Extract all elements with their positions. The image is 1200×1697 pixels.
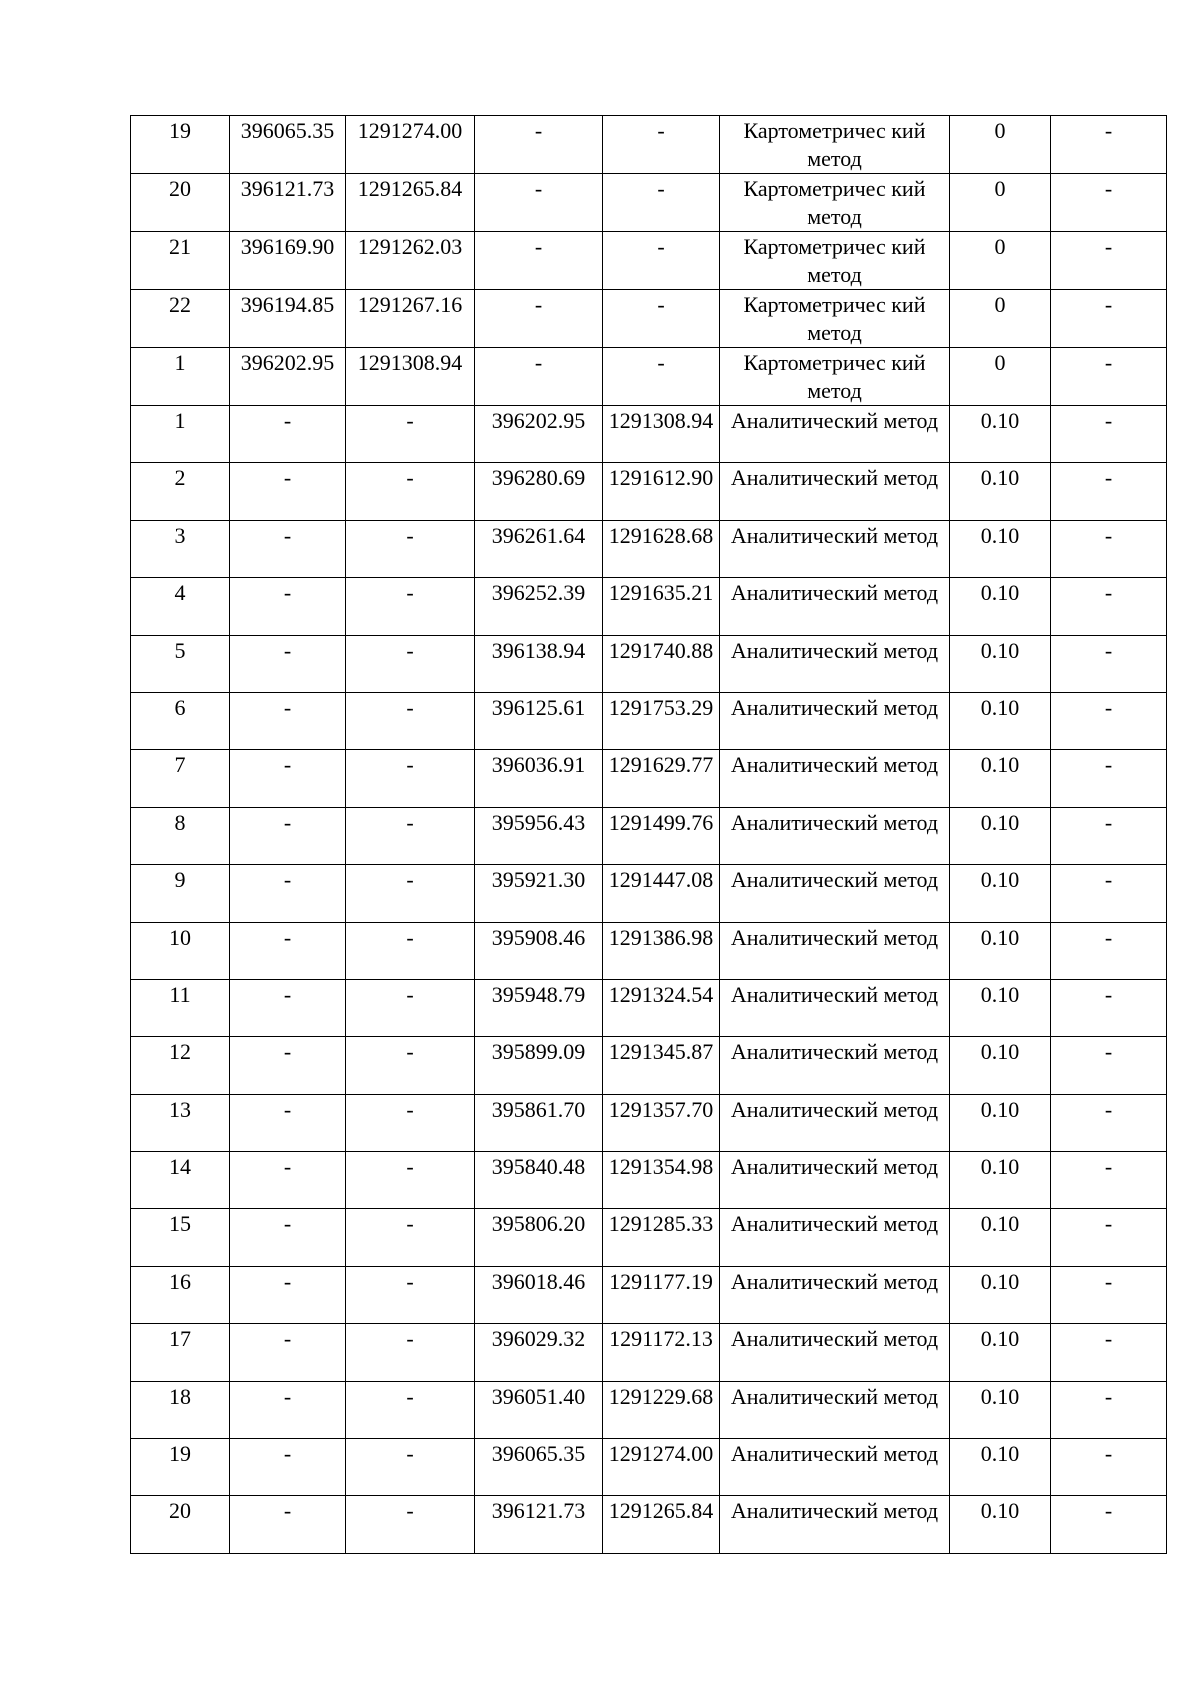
new-x-cell: -: [475, 290, 603, 348]
new-x-cell: 396051.40: [475, 1381, 603, 1438]
table-row: [131, 290, 1167, 348]
old-y-cell: 1291265.84: [346, 174, 475, 232]
description-cell: -: [1051, 174, 1167, 232]
description-cell: -: [1051, 1324, 1167, 1381]
new-y-cell: 1291612.90: [603, 463, 720, 520]
old-y-cell: -: [346, 1037, 475, 1094]
new-y-cell: 1291354.98: [603, 1152, 720, 1209]
accuracy-cell: 0: [950, 348, 1051, 406]
point-number-cell: 19: [131, 116, 230, 174]
table-row: [131, 979, 1167, 1036]
accuracy-cell: 0.10: [950, 635, 1051, 692]
new-y-cell: 1291499.76: [603, 807, 720, 864]
point-number-cell: 3: [131, 520, 230, 577]
description-cell: -: [1051, 520, 1167, 577]
point-number-cell: 10: [131, 922, 230, 979]
accuracy-cell: 0: [950, 174, 1051, 232]
new-x-cell: -: [475, 348, 603, 406]
new-x-cell: 395948.79: [475, 979, 603, 1036]
point-number-cell: 4: [131, 578, 230, 635]
method-cell: Аналитический метод: [720, 692, 950, 749]
accuracy-cell: 0.10: [950, 1266, 1051, 1323]
table-row: [131, 1266, 1167, 1323]
description-cell: -: [1051, 1496, 1167, 1553]
old-y-cell: -: [346, 807, 475, 864]
description-cell: -: [1051, 232, 1167, 290]
old-y-cell: -: [346, 979, 475, 1036]
method-cell: Аналитический метод: [720, 1209, 950, 1266]
method-cell: Картометричес кий метод: [720, 174, 950, 232]
method-cell: Картометричес кий метод: [720, 348, 950, 406]
old-y-cell: -: [346, 1439, 475, 1496]
new-y-cell: 1291308.94: [603, 406, 720, 463]
old-x-cell: -: [230, 1266, 346, 1323]
new-x-cell: 396202.95: [475, 406, 603, 463]
new-x-cell: 395956.43: [475, 807, 603, 864]
table-row: [131, 1381, 1167, 1438]
old-x-cell: -: [230, 1037, 346, 1094]
table-row: [131, 1152, 1167, 1209]
new-x-cell: 395908.46: [475, 922, 603, 979]
old-x-cell: -: [230, 1324, 346, 1381]
old-x-cell: -: [230, 406, 346, 463]
accuracy-cell: 0.10: [950, 1094, 1051, 1151]
description-cell: -: [1051, 635, 1167, 692]
old-y-cell: -: [346, 1381, 475, 1438]
table-row: [131, 1094, 1167, 1151]
table-row: [131, 1496, 1167, 1553]
old-x-cell: 396121.73: [230, 174, 346, 232]
method-cell: Аналитический метод: [720, 1152, 950, 1209]
old-y-cell: -: [346, 1496, 475, 1553]
point-number-cell: 12: [131, 1037, 230, 1094]
method-cell: Аналитический метод: [720, 922, 950, 979]
table-row: [131, 232, 1167, 290]
accuracy-cell: 0: [950, 232, 1051, 290]
old-x-cell: -: [230, 1496, 346, 1553]
method-cell: Аналитический метод: [720, 807, 950, 864]
point-number-cell: 22: [131, 290, 230, 348]
new-y-cell: 1291629.77: [603, 750, 720, 807]
old-x-cell: -: [230, 922, 346, 979]
accuracy-cell: 0.10: [950, 1496, 1051, 1553]
table-row: [131, 1439, 1167, 1496]
table-row: [131, 406, 1167, 463]
point-number-cell: 5: [131, 635, 230, 692]
description-cell: -: [1051, 1209, 1167, 1266]
table-row: [131, 520, 1167, 577]
point-number-cell: 1: [131, 406, 230, 463]
accuracy-cell: 0.10: [950, 578, 1051, 635]
new-y-cell: 1291753.29: [603, 692, 720, 749]
description-cell: -: [1051, 807, 1167, 864]
point-number-cell: 20: [131, 174, 230, 232]
old-x-cell: 396065.35: [230, 116, 346, 174]
old-x-cell: -: [230, 979, 346, 1036]
accuracy-cell: 0.10: [950, 807, 1051, 864]
method-cell: Аналитический метод: [720, 1439, 950, 1496]
coordinates-table: [130, 115, 1167, 1554]
new-y-cell: -: [603, 232, 720, 290]
coordinates-table-body: [131, 116, 1167, 1554]
old-x-cell: -: [230, 635, 346, 692]
method-cell: Аналитический метод: [720, 750, 950, 807]
table-row: [131, 807, 1167, 864]
new-y-cell: -: [603, 290, 720, 348]
old-y-cell: 1291262.03: [346, 232, 475, 290]
point-number-cell: 2: [131, 463, 230, 520]
table-row: [131, 348, 1167, 406]
new-y-cell: 1291172.13: [603, 1324, 720, 1381]
point-number-cell: 13: [131, 1094, 230, 1151]
description-cell: -: [1051, 1094, 1167, 1151]
accuracy-cell: 0.10: [950, 865, 1051, 922]
new-y-cell: -: [603, 348, 720, 406]
point-number-cell: 9: [131, 865, 230, 922]
description-cell: -: [1051, 406, 1167, 463]
table-row: [131, 750, 1167, 807]
description-cell: -: [1051, 692, 1167, 749]
old-x-cell: 396169.90: [230, 232, 346, 290]
table-row: [131, 116, 1167, 174]
description-cell: -: [1051, 1381, 1167, 1438]
old-x-cell: -: [230, 578, 346, 635]
method-cell: Картометричес кий метод: [720, 116, 950, 174]
description-cell: -: [1051, 1037, 1167, 1094]
accuracy-cell: 0.10: [950, 750, 1051, 807]
point-number-cell: 19: [131, 1439, 230, 1496]
new-x-cell: -: [475, 116, 603, 174]
method-cell: Аналитический метод: [720, 520, 950, 577]
point-number-cell: 7: [131, 750, 230, 807]
method-cell: Аналитический метод: [720, 1266, 950, 1323]
method-cell: Аналитический метод: [720, 406, 950, 463]
table-row: [131, 1209, 1167, 1266]
new-y-cell: 1291386.98: [603, 922, 720, 979]
method-cell: Аналитический метод: [720, 1037, 950, 1094]
old-y-cell: 1291267.16: [346, 290, 475, 348]
point-number-cell: 21: [131, 232, 230, 290]
old-y-cell: -: [346, 865, 475, 922]
table-row: [131, 865, 1167, 922]
point-number-cell: 17: [131, 1324, 230, 1381]
description-cell: -: [1051, 348, 1167, 406]
description-cell: -: [1051, 116, 1167, 174]
table-row: [131, 1324, 1167, 1381]
accuracy-cell: 0.10: [950, 406, 1051, 463]
old-y-cell: -: [346, 692, 475, 749]
new-y-cell: -: [603, 174, 720, 232]
new-x-cell: 396252.39: [475, 578, 603, 635]
method-cell: Аналитический метод: [720, 578, 950, 635]
new-y-cell: 1291628.68: [603, 520, 720, 577]
old-x-cell: -: [230, 520, 346, 577]
old-y-cell: 1291308.94: [346, 348, 475, 406]
method-cell: Аналитический метод: [720, 979, 950, 1036]
method-cell: Аналитический метод: [720, 1496, 950, 1553]
accuracy-cell: 0: [950, 290, 1051, 348]
point-number-cell: 15: [131, 1209, 230, 1266]
description-cell: -: [1051, 750, 1167, 807]
new-x-cell: 396121.73: [475, 1496, 603, 1553]
old-x-cell: -: [230, 807, 346, 864]
table-row: [131, 1037, 1167, 1094]
old-y-cell: -: [346, 750, 475, 807]
accuracy-cell: 0.10: [950, 922, 1051, 979]
table-row: [131, 174, 1167, 232]
point-number-cell: 18: [131, 1381, 230, 1438]
new-y-cell: 1291740.88: [603, 635, 720, 692]
description-cell: -: [1051, 1152, 1167, 1209]
new-x-cell: 396029.32: [475, 1324, 603, 1381]
old-y-cell: -: [346, 1324, 475, 1381]
method-cell: Аналитический метод: [720, 1094, 950, 1151]
old-y-cell: -: [346, 520, 475, 577]
new-y-cell: 1291324.54: [603, 979, 720, 1036]
method-cell: Картометричес кий метод: [720, 290, 950, 348]
new-x-cell: 396280.69: [475, 463, 603, 520]
table-row: [131, 692, 1167, 749]
old-y-cell: -: [346, 635, 475, 692]
new-y-cell: 1291265.84: [603, 1496, 720, 1553]
accuracy-cell: 0.10: [950, 463, 1051, 520]
new-x-cell: 395840.48: [475, 1152, 603, 1209]
accuracy-cell: 0.10: [950, 692, 1051, 749]
accuracy-cell: 0.10: [950, 1439, 1051, 1496]
new-y-cell: 1291285.33: [603, 1209, 720, 1266]
method-cell: Аналитический метод: [720, 865, 950, 922]
point-number-cell: 16: [131, 1266, 230, 1323]
old-x-cell: 396194.85: [230, 290, 346, 348]
new-x-cell: 396125.61: [475, 692, 603, 749]
new-x-cell: 395899.09: [475, 1037, 603, 1094]
old-x-cell: -: [230, 1439, 346, 1496]
new-y-cell: 1291345.87: [603, 1037, 720, 1094]
old-x-cell: -: [230, 750, 346, 807]
accuracy-cell: 0.10: [950, 1209, 1051, 1266]
old-x-cell: -: [230, 463, 346, 520]
table-row: [131, 463, 1167, 520]
new-x-cell: 395861.70: [475, 1094, 603, 1151]
description-cell: -: [1051, 1266, 1167, 1323]
old-y-cell: 1291274.00: [346, 116, 475, 174]
old-x-cell: -: [230, 692, 346, 749]
old-y-cell: -: [346, 578, 475, 635]
old-x-cell: -: [230, 1094, 346, 1151]
new-y-cell: 1291229.68: [603, 1381, 720, 1438]
accuracy-cell: 0.10: [950, 979, 1051, 1036]
new-y-cell: 1291177.19: [603, 1266, 720, 1323]
new-x-cell: -: [475, 174, 603, 232]
description-cell: -: [1051, 463, 1167, 520]
accuracy-cell: 0.10: [950, 1037, 1051, 1094]
description-cell: -: [1051, 865, 1167, 922]
method-cell: Картометричес кий метод: [720, 232, 950, 290]
point-number-cell: 20: [131, 1496, 230, 1553]
old-x-cell: -: [230, 865, 346, 922]
point-number-cell: 11: [131, 979, 230, 1036]
old-x-cell: 396202.95: [230, 348, 346, 406]
old-y-cell: -: [346, 1209, 475, 1266]
new-y-cell: -: [603, 116, 720, 174]
new-x-cell: 396036.91: [475, 750, 603, 807]
accuracy-cell: 0.10: [950, 1152, 1051, 1209]
old-y-cell: -: [346, 1152, 475, 1209]
accuracy-cell: 0.10: [950, 1381, 1051, 1438]
description-cell: -: [1051, 979, 1167, 1036]
point-number-cell: 6: [131, 692, 230, 749]
table-row: [131, 922, 1167, 979]
old-x-cell: -: [230, 1381, 346, 1438]
new-x-cell: 396261.64: [475, 520, 603, 577]
description-cell: -: [1051, 922, 1167, 979]
point-number-cell: 8: [131, 807, 230, 864]
new-x-cell: 396018.46: [475, 1266, 603, 1323]
new-y-cell: 1291357.70: [603, 1094, 720, 1151]
method-cell: Аналитический метод: [720, 635, 950, 692]
description-cell: -: [1051, 1439, 1167, 1496]
method-cell: Аналитический метод: [720, 463, 950, 520]
method-cell: Аналитический метод: [720, 1381, 950, 1438]
old-y-cell: -: [346, 463, 475, 520]
old-y-cell: -: [346, 406, 475, 463]
table-row: [131, 635, 1167, 692]
old-y-cell: -: [346, 1094, 475, 1151]
point-number-cell: 14: [131, 1152, 230, 1209]
new-x-cell: 396138.94: [475, 635, 603, 692]
method-cell: Аналитический метод: [720, 1324, 950, 1381]
accuracy-cell: 0.10: [950, 1324, 1051, 1381]
point-number-cell: 1: [131, 348, 230, 406]
description-cell: -: [1051, 578, 1167, 635]
table-row: [131, 578, 1167, 635]
old-y-cell: -: [346, 1266, 475, 1323]
old-y-cell: -: [346, 922, 475, 979]
new-y-cell: 1291635.21: [603, 578, 720, 635]
accuracy-cell: 0: [950, 116, 1051, 174]
new-x-cell: 396065.35: [475, 1439, 603, 1496]
description-cell: -: [1051, 290, 1167, 348]
new-x-cell: -: [475, 232, 603, 290]
accuracy-cell: 0.10: [950, 520, 1051, 577]
new-y-cell: 1291274.00: [603, 1439, 720, 1496]
old-x-cell: -: [230, 1209, 346, 1266]
new-x-cell: 395806.20: [475, 1209, 603, 1266]
new-y-cell: 1291447.08: [603, 865, 720, 922]
new-x-cell: 395921.30: [475, 865, 603, 922]
old-x-cell: -: [230, 1152, 346, 1209]
